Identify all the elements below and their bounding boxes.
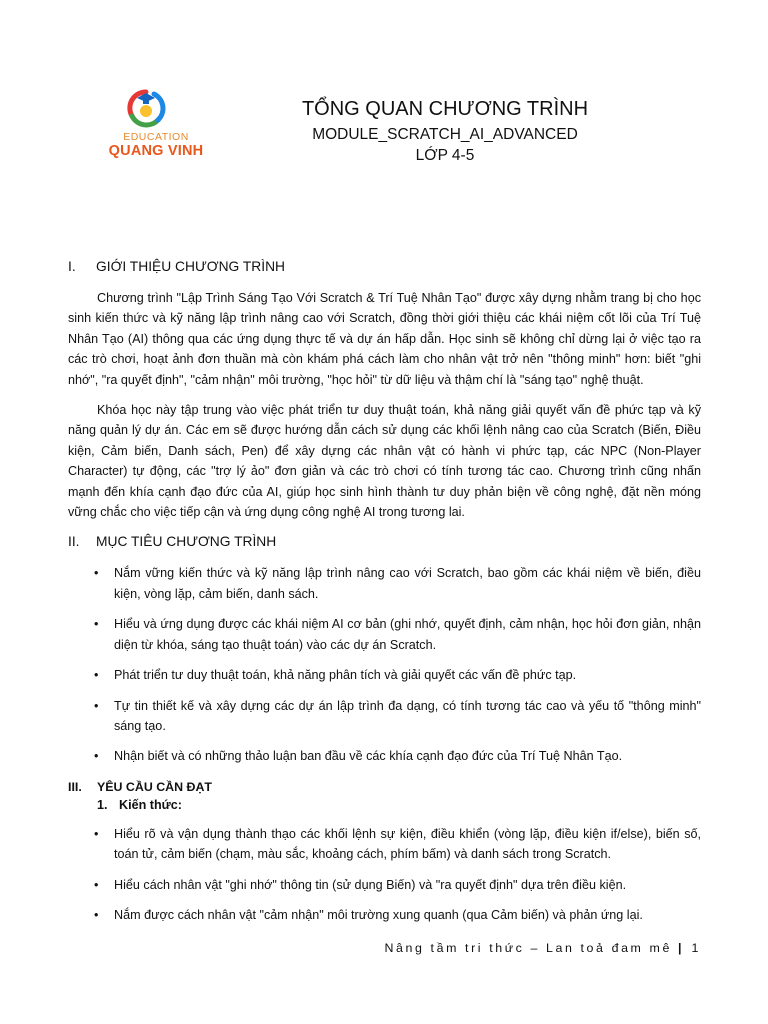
subsection-number: 1. <box>97 797 108 812</box>
grade-level: LỚP 4-5 <box>415 147 475 164</box>
section-heading-requirements <box>68 778 701 796</box>
bullet-icon: • <box>94 907 99 922</box>
document-body <box>68 257 701 925</box>
footer-slogan: Nâng tầm tri thức – Lan toả đam mê <box>384 941 672 955</box>
section-number: II. <box>68 534 80 550</box>
bullet-icon: • <box>94 698 99 713</box>
logo-brand-text: QUANG VINH <box>108 143 204 159</box>
list-item-text: Phát triển tư duy thuật toán, khả năng phân tích và giải quyết các vấn đề phức tạp. <box>114 668 577 683</box>
page-footer <box>384 941 701 955</box>
list-item <box>68 905 701 925</box>
list-item <box>68 696 701 737</box>
bullet-icon: • <box>94 668 99 683</box>
subsection-heading <box>68 796 701 814</box>
list-item <box>68 746 701 766</box>
list-item-text: Hiểu cách nhân vật "ghi nhớ" thông tin (sử dụng Biến) và "ra quyết định" dựa trên điều kiện. <box>114 877 627 892</box>
company-logo <box>86 86 226 166</box>
list-item-text: Nắm được cách nhân vật "cảm nhận" môi trường xung quanh (qua Cảm biến) và phản ứng lại. <box>114 907 643 922</box>
logo-graduate-icon <box>124 86 168 130</box>
list-item <box>68 875 701 895</box>
list-item-text: Nắm vững kiến thức và kỹ năng lập trình nâng cao với Scratch, bao gồm các khái niệm về biến, điều kiện, vòng lặp, cảm biến, danh sách. <box>114 566 701 601</box>
goals-list <box>68 563 701 766</box>
bullet-icon: • <box>94 877 99 892</box>
footer-separator: | <box>677 941 682 955</box>
list-item <box>68 614 701 655</box>
section-heading-goals <box>68 532 701 552</box>
section-title: MỤC TIÊU CHƯƠNG TRÌNH <box>96 534 277 550</box>
module-code: MODULE_SCRATCH_AI_ADVANCED <box>312 126 578 143</box>
section-title: GIỚI THIỆU CHƯƠNG TRÌNH <box>96 259 286 274</box>
subsection-title: Kiến thức: <box>119 797 182 812</box>
list-item-text: Hiểu và ứng dụng được các khái niệm AI cơ bản (ghi nhớ, quyết định, cảm nhận, học hỏi đơn giản, nhận diện từ khóa, sáng tạo thuật toán) vào các dự án Scratch. <box>114 617 701 652</box>
list-item-text: Tự tin thiết kế và xây dựng các dự án lập trình đa dạng, có tính tương tác cao và yếu tố "thông minh" sáng tạo. <box>114 698 701 733</box>
section-title: YÊU CẦU CẦN ĐẠT <box>97 779 212 794</box>
list-item <box>68 824 701 865</box>
list-item-text: Hiểu rõ và vận dụng thành thạo các khối lệnh sự kiện, điều khiển (vòng lặp, điều kiện if/else), biến số, toán tử, cảm biến (chạm, màu sắc, khoảng cách, phím bấm) và danh sách trong Scratch. <box>114 826 701 862</box>
intro-paragraph: Chương trình "Lập Trình Sáng Tạo Với Scratch & Trí Tuệ Nhân Tạo" được xây dựng nhằm trang bị cho học sinh kiến thức và kỹ năng lập trình nâng cao với Scratch, đồng thời giới thiệu các khái niệm cốt lõi của Trí Tuệ Nhân Tạo (AI) thông qua các ứng dụng thực tế và dự án hấp dẫn. Học sinh sẽ không chỉ dừng lại ở việc tạo ra các trò chơi, hoạt ảnh đơn thuần mà còn khám phá cách làm cho nhân vật trở nên "thông minh" hơn: biết "ghi nhớ", "ra quyết định", "cảm nhận" môi trường, "học hỏi" từ dữ liệu và thậm chí là "sáng tạo" nghệ thuật. <box>68 291 701 387</box>
section-number: III. <box>68 779 82 794</box>
section-heading-intro <box>68 257 701 277</box>
page-title: TỔNG QUAN CHƯƠNG TRÌNH <box>301 98 589 120</box>
bullet-icon: • <box>94 749 99 764</box>
logo-small-text: EDUCATION <box>123 131 189 143</box>
bullet-icon: • <box>94 826 99 841</box>
knowledge-list <box>68 824 701 926</box>
bullet-icon: • <box>94 566 99 581</box>
list-item <box>68 563 701 604</box>
list-item <box>68 665 701 685</box>
document-header <box>250 96 640 166</box>
section-number: I. <box>68 259 76 274</box>
bullet-icon: • <box>94 617 99 632</box>
intro-paragraph: Khóa học này tập trung vào việc phát triển tư duy thuật toán, khả năng giải quyết vấn đề phức tạp và kỹ năng quản lý dự án. Các em sẽ được hướng dẫn cách sử dụng các khối lệnh nâng cao của Scratch (Biến, Điều kiện, Cảm biến, Danh sách, Pen) để xây dựng các nhân vật có hành vi phức tạp, các NPC (Non-Player Character) tự động, các "trợ lý ảo" đơn giản và các trò chơi có tính tương tác cao. Chương trình cũng nhấn mạnh đến khía cạnh đạo đức của AI, giúp học sinh hình thành tư duy phản biện về công nghệ, đặt nền móng vững chắc cho việc tiếp cận và ứng dụng công nghệ AI trong tương lai. <box>68 403 701 520</box>
page-number: 1 <box>691 941 701 955</box>
list-item-text: Nhận biết và có những thảo luận ban đầu về các khía cạnh đạo đức của Trí Tuệ Nhân Tạo. <box>114 749 623 764</box>
